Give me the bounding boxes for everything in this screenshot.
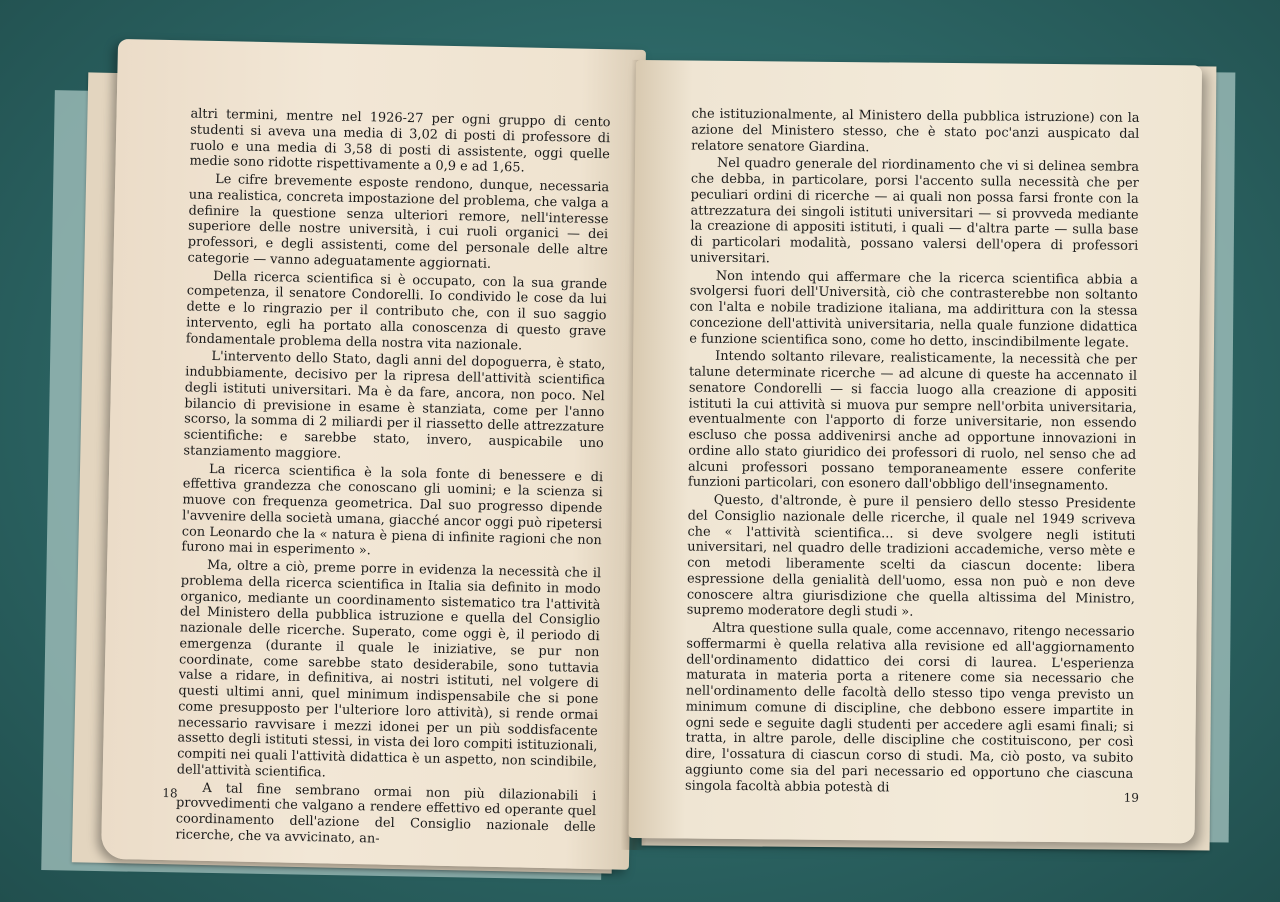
paragraph: Nel quadro generale del riordinamento che vi si delinea sembra che debba, in particolare, porsi l'accento sulla necessità che per peculiari ordini di ricerche — ai quali non possa farsi fronte con la attrezzatura dei singoli istituti universitari — si provveda mediante la creazione di appositi istituti, i quali — d'altra parte — sulla base di particolari modalità, possano valersi dell'opera di professori universitari. [690, 156, 1140, 267]
paragraph: che istituzionalmente, al Ministero della pubblica istruzione) con la azione del Ministero stesso, che è stato poc'anzi auspicato dal relatore senatore Giardina. [691, 106, 1140, 155]
page-number-right: 19 [1123, 790, 1140, 806]
paragraph: Non intendo qui affermare che la ricerca scientifica abbia a svolgersi fuori dell'Università, ciò che contrasterebbe non soltanto con l'alta e nobile tradizione italiana, ma addirittura con la stessa concezione dell'attività universitaria, nella quale funzione didattica e funzione scientifica sono, come ho detto, inscindibilmente legate. [689, 268, 1138, 351]
left-page-text [175, 106, 610, 851]
paragraph: Ma, oltre a ciò, preme porre in evidenza la necessità che il problema della ricerca scientifica in Italia sia definito in modo organico, mediante un coordinamento sistematico tra l'attività del Ministero della pubblica istruzione e quella del Consiglio nazionale delle ricerche. Superato, come oggi è, il periodo di emergenza (durante il quale le iniziative, se pur non coordinate, come sarebbe stato desiderabile, sono tuttavia valse a ridare, in definitiva, ai nostri istituti, nel volgere di questi ultimi anni, quel minimum indispensabile che si pone come presupposto per l'ulteriore loro attività), si rende ormai necessario ravvisare i mezzi idonei per un più soddisfacente assetto degli istituti stessi, in vista dei loro compiti istituzionali, compiti nei quali l'attività didattica è un aspetto, non scindibile, dell'attività scientifica. [176, 557, 602, 781]
paragraph: L'intervento dello Stato, dagli anni del dopoguerra, è stato, indubbiamente, decisivo per la ripresa dell'attività scientifica degli istituti universitari. Ma è da fare, ancora, non poco. Nel bilancio di previsione in esame è stanziata, come per l'anno scorso, la somma di 2 miliardi per il riassetto delle attrezzature scientifiche: e sarebbe stato, invero, auspicabile uno stanziamento maggiore. [183, 349, 606, 462]
paragraph: A tal fine sembrano ormai non più dilazionabili i provvedimenti che valgano a rendere effettivo ed operante quel coordinamento dell'azione del Consiglio nazionale delle ricerche, che va avvicinato, an- [175, 780, 597, 847]
right-page [629, 60, 1202, 843]
paragraph: Altra questione sulla quale, come accennavo, ritengo necessario soffermarmi è quella relativa alla revisione ed all'aggiornamento dell'ordinamento didattico dei corsi di laurea. L'esperienza maturata in materia porta a ritenere come sia necessario che nell'ordinamento delle facoltà dello stesso tipo venga previsto un minimum comune di discipline, che debbono essere impartite in ogni sede e seguite dagli studenti per accedere agli esami finali; si tratta, in altre parole, delle discipline che costituiscono, per così dire, l'ossatura di ciascun corso di studi. Ma, ciò posto, va subito aggiunto come sia del pari necessario ed opportuno che ciascuna singola facoltà abbia potestà di [684, 620, 1135, 795]
page-number-left: 18 [162, 786, 178, 801]
paragraph: Intendo soltanto rilevare, realisticamente, la necessità che per talune determinate ricerche — ad alcune di queste ha accennato il senatore Condorelli — si faccia luogo alla creazione di appositi istituti la cui attività si muova pur sempre nell'orbita universitaria, eventualmente con l'apporto di forze universitarie, non essendo escluso che possa addivenirsi anche ad opportune innovazioni in ordine allo stato giuridico dei professori di ruolo, nel senso che ad alcuni professori possano temporaneamente essere conferite funzioni particolari, con esonero dall'obbligo dell'insegnamento. [687, 349, 1138, 494]
paragraph: Questo, d'altronde, è pure il pensiero dello stesso Presidente del Consiglio nazionale delle ricerche, il quale nel 1949 scriveva che « l'attività scientifica... si deve svolgere negli istituti universitari, nel quadro delle tradizioni accademiche, verso mète e con metodi liberamente scelti da ciascun docente: libera espressione della genialità dell'uomo, essa non può e non deve conoscere altra giurisdizione che quella altissima del Ministro, supremo moderatore degli studi ». [686, 492, 1136, 620]
paragraph: La ricerca scientifica è la sola fonte di benessere e di effettiva grandezza che conoscano gli uomini; e la scienza si muove con frequenza geometrica. Dal suo progresso dipende l'avvenire della società umana, giacché ancor oggi può ripetersi con Leonardo che la « natura è piena di infinite ragioni che non furono mai in esperimento ». [181, 461, 604, 559]
paragraph: Della ricerca scientifica si è occupato, con la sua grande competenza, il senatore Condorelli. Io condivido le cose da lui dette e lo ringrazio per il contributo che, con il suo saggio intervento, egli ha portato alla conoscenza di questo grave fondamentale problema della nostra vita nazionale. [185, 268, 608, 353]
paragraph: altri termini, mentre nel 1926-27 per ogni gruppo di cento studenti si aveva una media di 3,02 di posti di professore di ruolo e una media di 3,58 di posti di assistente, oggi quelle medie sono ridotte rispettivamente a 0,9 e ad 1,65. [189, 106, 611, 176]
right-page-text [685, 107, 1140, 799]
paragraph: Le cifre brevemente esposte rendono, dunque, necessaria una realistica, concreta impostazione del problema, che valga a definire la questione senza ulteriori remore, nell'interesse superiore delle nostre università, i cui ruoli organici — dei professori, e degli assistenti, come del personale delle altre categorie — vanno adeguatamente aggiornati. [187, 172, 610, 272]
left-page [101, 39, 646, 870]
